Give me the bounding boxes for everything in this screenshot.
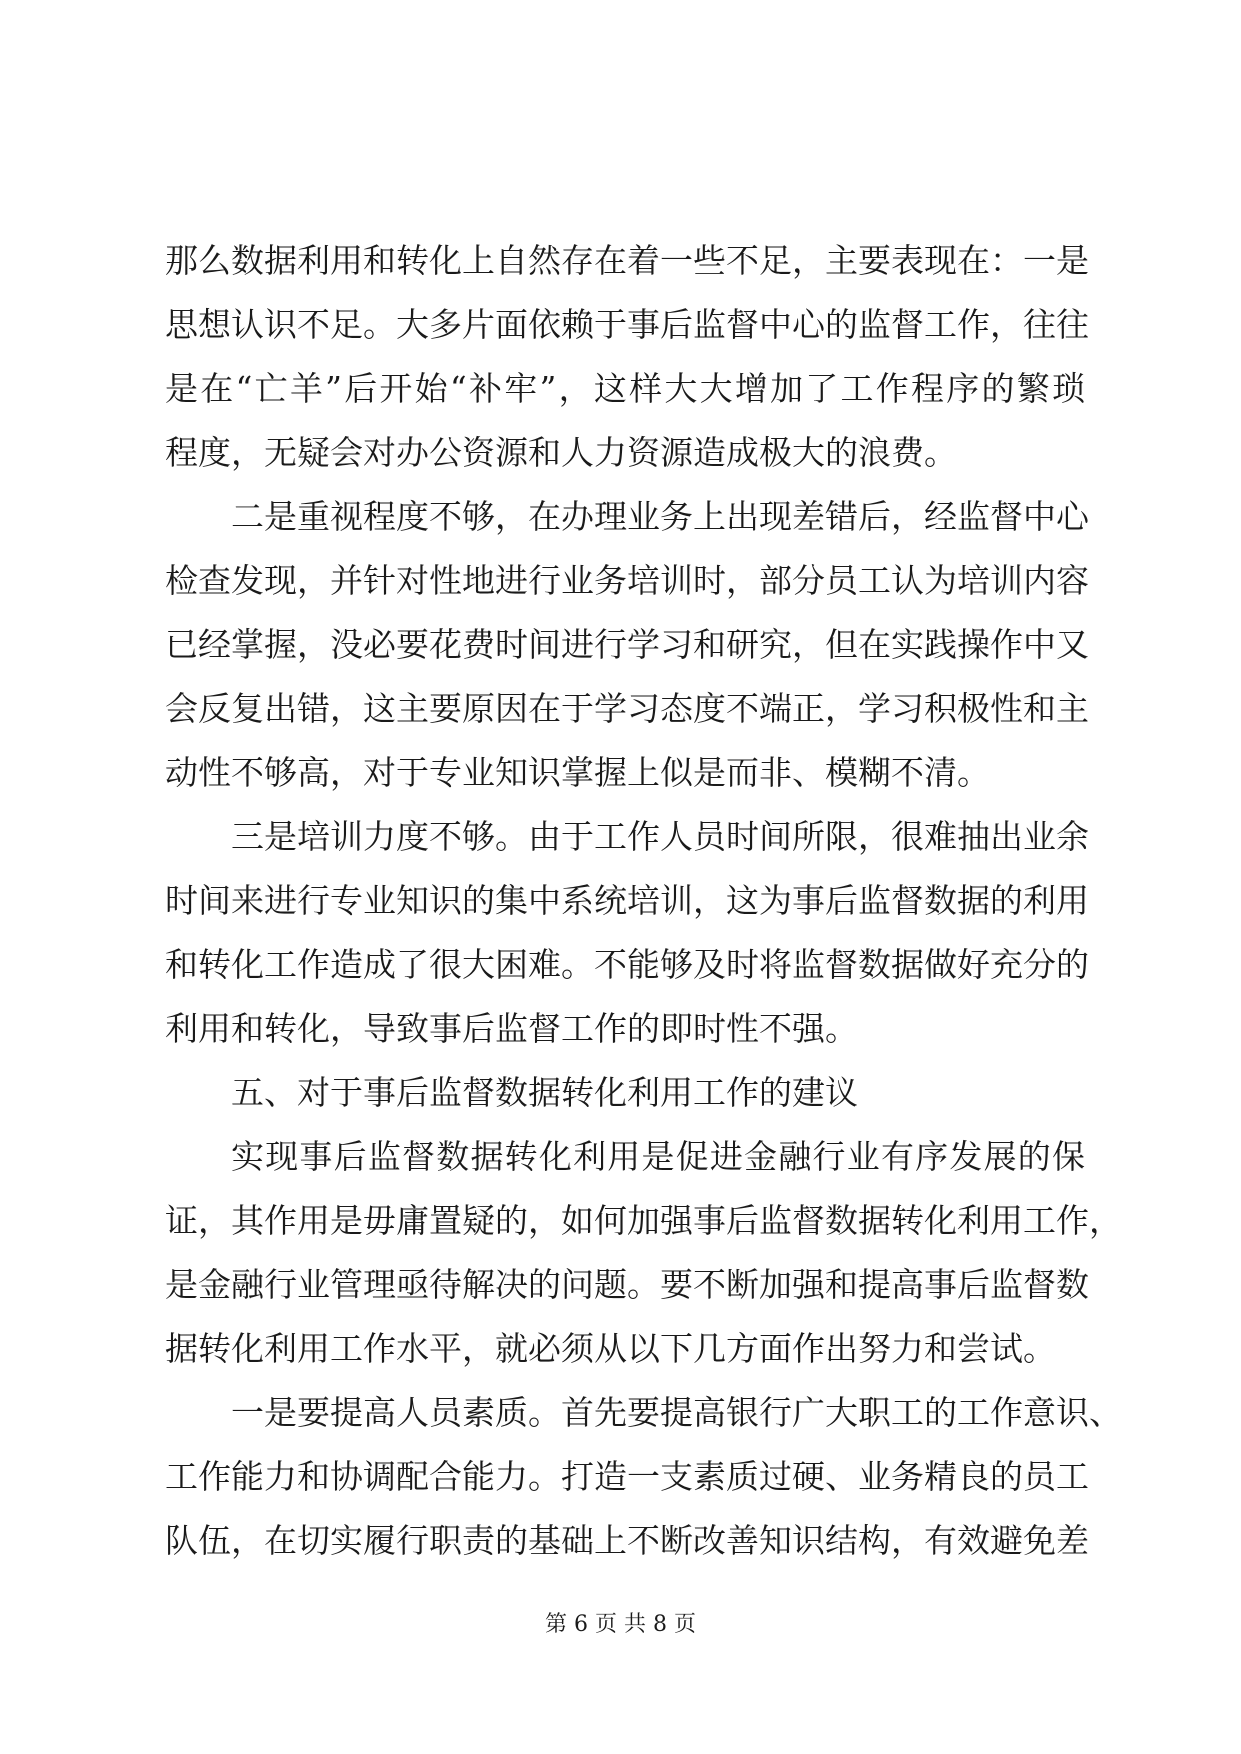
text-line: 和转化工作造成了很大困难。不能够及时将监督数据做好充分的 — [165, 945, 1089, 984]
text-line: 检查发现，并针对性地进行业务培训时，部分员工认为培训内容 — [165, 561, 1089, 600]
text-line: 三是培训力度不够。由于工作人员时间所限，很难抽出业余 — [231, 817, 1089, 856]
text-line: 时间来进行专业知识的集中系统培训，这为事后监督数据的利用 — [165, 881, 1089, 920]
text-line: 一是要提高人员素质。首先要提高银行广大职工的工作意识、 — [231, 1393, 1122, 1432]
page-footer: 第 6 页 共 8 页 — [545, 1612, 696, 1637]
text-line: 队伍，在切实履行职责的基础上不断改善知识结构，有效避免差 — [165, 1521, 1089, 1560]
text-line: 利用和转化，导致事后监督工作的即时性不强。 — [165, 1009, 858, 1048]
text-line: 动性不够高，对于专业知识掌握上似是而非、模糊不清。 — [165, 753, 990, 792]
text-line: 程度，无疑会对办公资源和人力资源造成极大的浪费。 — [165, 433, 957, 472]
text-line: 据转化利用工作水平，就必须从以下几方面作出努力和尝试。 — [165, 1329, 1056, 1368]
text-line: 思想认识不足。大多片面依赖于事后监督中心的监督工作，往往 — [165, 305, 1089, 344]
text-line: 五、对于事后监督数据转化利用工作的建议 — [231, 1073, 858, 1112]
document-body — [165, 229, 1122, 1573]
text-line: 已经掌握，没必要花费时间进行学习和研究，但在实践操作中又 — [165, 625, 1089, 664]
text-line: 证，其作用是毋庸置疑的，如何加强事后监督数据转化利用工作， — [165, 1201, 1122, 1240]
text-line: 实现事后监督数据转化利用是促进金融行业有序发展的保 — [231, 1137, 1085, 1176]
text-line: 会反复出错，这主要原因在于学习态度不端正，学习积极性和主 — [165, 689, 1089, 728]
text-line: 是在“亡羊”后开始“补牢”，这样大大增加了工作程序的繁琐 — [165, 369, 1085, 408]
text-line: 二是重视程度不够，在办理业务上出现差错后，经监督中心 — [231, 497, 1089, 536]
text-line: 那么数据利用和转化上自然存在着一些不足，主要表现在：一是 — [165, 241, 1089, 280]
text-line: 工作能力和协调配合能力。打造一支素质过硬、业务精良的员工 — [165, 1457, 1089, 1496]
text-line: 是金融行业管理亟待解决的问题。要不断加强和提高事后监督数 — [165, 1265, 1089, 1304]
